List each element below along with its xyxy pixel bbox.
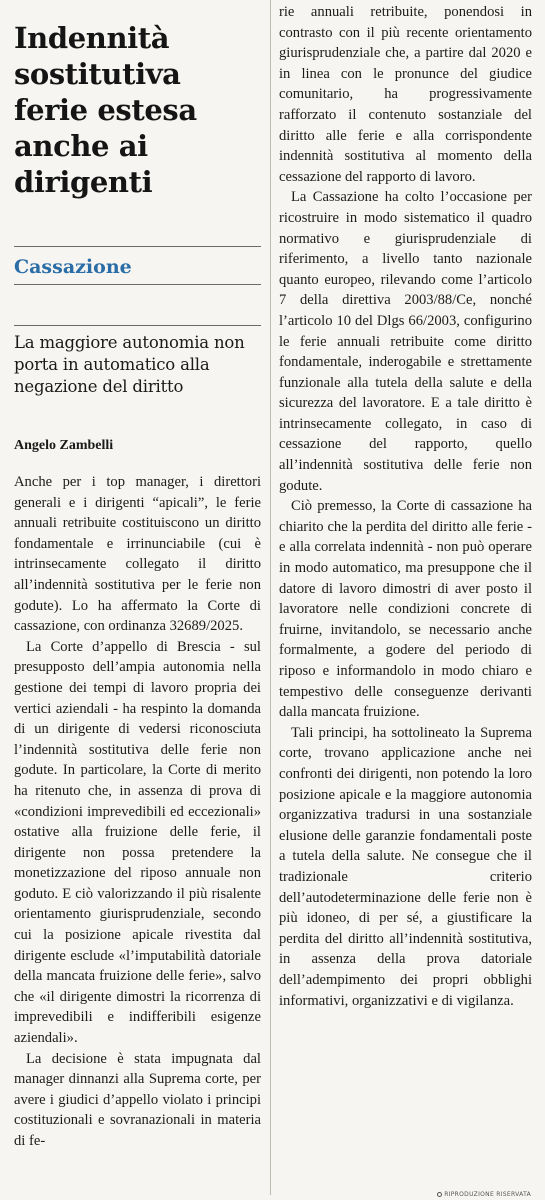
column-divider	[270, 0, 271, 1195]
body-paragraph: La Cassazione ha colto l’occasione per ricostruire in modo sistematico il quadro normativo e giurisprudenziale di riferimento, a livello tanto nazionale quanto europeo, rilevando come l’articolo 7 della direttiva 2003/88/Ce, nonché l’articolo 10 del Dlgs 66/2003, configurino le ferie annuali retribuite come diritto fondamentale, inderogabile e strettamente funzionale alla tutela della salute e della sicurezza del lavoratore. E a tale diritto è intrinsecamente collegato, in caso di cessazione del rapporto, quello all’indennità sostitutiva delle ferie non godute.	[279, 189, 532, 494]
article-author: Angelo Zambelli	[14, 438, 114, 453]
article-summary: La maggiore autonomia non porta in automatico alla negazione del diritto	[14, 333, 245, 396]
article-headline: Indennità sostitutiva ferie estesa anche ai dirigenti	[14, 21, 197, 199]
section-bottom-divider	[14, 284, 261, 285]
body-paragraph: Anche per i top manager, i direttori generali e i dirigenti “apicali”, le ferie annuali retribuite costituiscono un diritto fondamentale e irrinunciabile (cui è intrinsecamente collegato il diritto all’indennità sostitutiva per le ferie non godute). Lo ha affermato la Corte di cassazione, con ordinanza 32689/2025.	[14, 474, 261, 635]
copyright-icon	[437, 1192, 442, 1197]
left-column	[14, 0, 261, 1200]
body-paragraph: Ciò premesso, la Corte di cassazione ha chiarito che la perdita del diritto alle ferie - e alla correlata indennità - non può operare in modo automatico, ma presuppone che il datore di lavoro dimostri di aver posto il lavoratore nelle condizioni concrete di fruirne, invitandolo, se necessario anche formalmente, a godere del periodo di riposo e informandolo in modo chiaro e tempestivo delle conseguenze derivanti dalla mancata fruizione.	[279, 498, 532, 721]
article-body-right	[279, 2, 532, 1011]
copyright-note	[437, 1191, 531, 1198]
body-paragraph: Tali principi, ha sottolineato la Suprema corte, trovano applicazione anche nei confronti dei dirigenti, non potendo la loro posizione apicale e la maggiore autonomia organizzativa tradursi in una sostanziale elusione delle garanzie fondamentali poste a tutela della salute. Ne consegue che il tradizionale criterio dell’autodeterminazione delle ferie non è più idoneo, di per sé, a giustificare la perdita del diritto all’indennità sostitutiva, in assenza della prova datoriale dell’adempimento dei propri obblighi informativi, organizzativi e di vigilanza.	[279, 724, 532, 1009]
article-body-left	[14, 472, 261, 1152]
body-paragraph: rie annuali retribuite, ponendosi in contrasto con il più recente orientamento giurisprudenziale che, a partire dal 2020 e in linea con le pronunce del giudice comunitario, ha progressivamente rafforzato il contenuto sostanziale del diritto alle ferie e alla corrispondente indennità sostitutiva al momento della cessazione del rapporto di lavoro.	[279, 4, 532, 185]
copyright-text: RIPRODUZIONE RISERVATA	[444, 1191, 531, 1198]
body-paragraph: La Corte d’appello di Brescia - sul presupposto dell’ampia autonomia nella gestione dei tempi di lavoro propria dei vertici aziendali - ha respinto la domanda di un dirigente di vedersi riconosciuta l’indennità sostitutiva delle ferie non godute. In particolare, la Corte di merito ha ritenuto che, in assenza di prova di «condizioni imprevedibili ed eccezionali» ostative alla fruizione delle ferie, il dirigente non possa pretendere la monetizzazione del riposo annuale non goduto. E ciò valorizzando il più risalente orientamento giurisprudenziale, secondo cui la posizione apicale rivestita dal dirigente esclude «l’imputabilità datoriale della mancata fruizione delle ferie», salvo che «il dirigente dimostri la ricorrenza di imprevedibili e indifferibili esigenze aziendali».	[14, 638, 261, 1047]
right-column	[279, 0, 532, 1200]
body-paragraph: La decisione è stata impugnata dal manager dinnanzi alla Suprema corte, per avere i giudici d’appello violato i principi costituzionali e sovranazionali in materia di fe-	[14, 1050, 261, 1149]
section-label: Cassazione	[14, 256, 132, 278]
